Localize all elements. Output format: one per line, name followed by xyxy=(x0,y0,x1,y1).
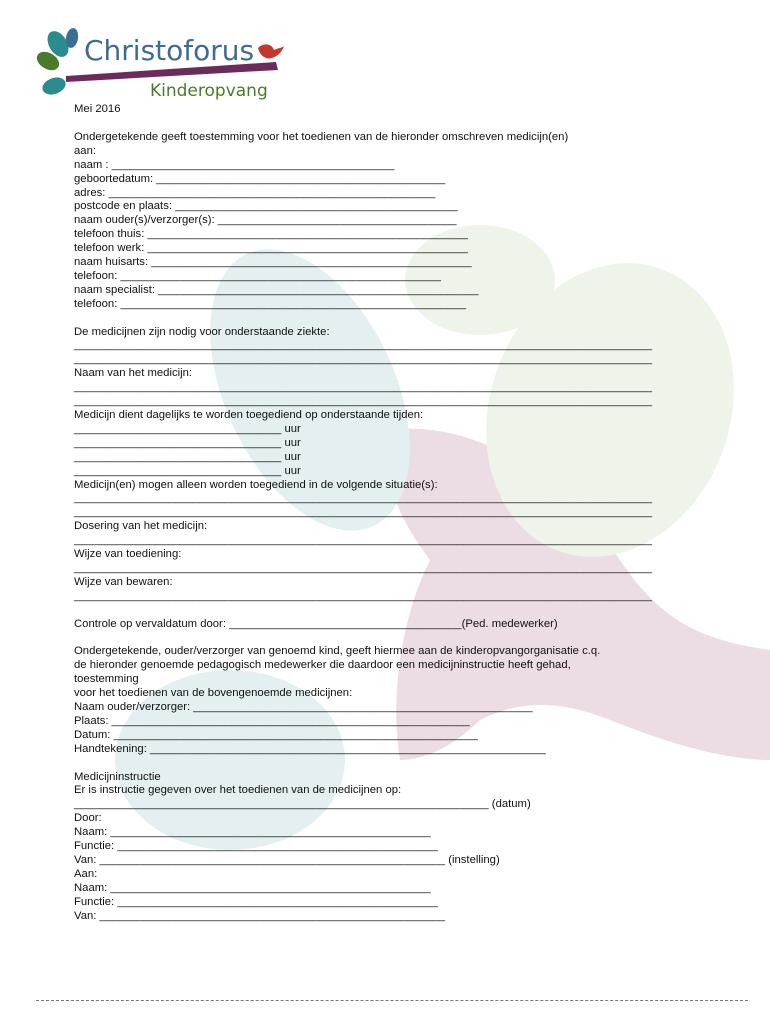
field-plaats[interactable]: Plaats: _________________________________________________________ xyxy=(74,714,470,727)
ziekte-line-1[interactable]: ____________________________________________________________________________________________ xyxy=(74,339,653,352)
field-postcode-plaats[interactable]: postcode en plaats: _____________________________________________ xyxy=(74,200,458,213)
dosering-line[interactable]: ____________________________________________________________________________________________ xyxy=(74,534,653,547)
naam-medicijn-line-1[interactable]: ____________________________________________________________________________________________ xyxy=(74,381,653,394)
field-datum[interactable]: Datum: __________________________________________________________ xyxy=(74,728,478,741)
field-naam-ouders[interactable]: naam ouder(s)/verzorger(s): ______________________________________ xyxy=(74,214,457,227)
situatie-line-2[interactable]: ____________________________________________________________________________________________ xyxy=(74,506,653,519)
consent-text-4: voor het toedienen van de bovengenoemde medicijnen: xyxy=(74,687,353,700)
uur-line-3[interactable]: _________________________________ uur xyxy=(74,450,301,463)
field-naam[interactable]: naam : _____________________________________________ xyxy=(74,158,395,171)
document-date: Mei 2016 xyxy=(74,103,121,115)
field-naam-huisarts[interactable]: naam huisarts: ___________________________________________________ xyxy=(74,256,472,269)
logo-leaf-bottom xyxy=(40,74,68,97)
intro-text: Ondergetekende geeft toestemming voor het toedienen van de hieronder omschreven medicijn(en) xyxy=(74,130,569,143)
uur-line-2[interactable]: _________________________________ uur xyxy=(74,436,301,449)
instructie-door-van[interactable]: Van: _______________________________________________________ (instelling) xyxy=(74,853,500,866)
toediening-label: Wijze van toediening: xyxy=(74,548,182,561)
field-geboortedatum[interactable]: geboortedatum: ______________________________________________ xyxy=(74,172,446,185)
christoforus-logo xyxy=(36,26,286,106)
field-adres[interactable]: adres: ____________________________________________________ xyxy=(74,186,436,199)
ziekte-line-2[interactable]: ____________________________________________________________________________________________ xyxy=(74,353,653,366)
tijden-label: Medicijn dient dagelijks te worden toegediend op onderstaande tijden: xyxy=(74,409,424,422)
situatie-label: Medicijn(en) mogen alleen worden toegediend in de volgende situatie(s): xyxy=(74,478,438,491)
instructie-aan-label: Aan: xyxy=(74,867,98,880)
logo-subtitle: Kinderopvang xyxy=(150,81,268,101)
field-telefoon-werk[interactable]: telefoon werk: ___________________________________________________ xyxy=(74,242,468,255)
logo-bird-icon xyxy=(258,44,284,58)
field-telefoon-huisarts[interactable]: telefoon: ___________________________________________________ xyxy=(74,269,441,282)
bewaren-label: Wijze van bewaren: xyxy=(74,575,173,588)
field-handtekening[interactable]: Handtekening: _______________________________________________________________ xyxy=(74,742,546,755)
intro-text-2: aan: xyxy=(74,144,96,157)
consent-text-2: de hieronder genoemde pedagogisch medewerker die daardoor een medicijninstructie heeft gehad, xyxy=(74,659,571,672)
consent-form xyxy=(74,103,734,924)
consent-text-1: Ondergetekende, ouder/verzorger van genoemd kind, geeft hiermee aan de kinderopvangorganisatie c.q. xyxy=(74,645,601,658)
naam-medicijn-label: Naam van het medicijn: xyxy=(74,367,193,380)
instructie-door-functie[interactable]: Functie: ___________________________________________________ xyxy=(74,840,438,853)
controle-vervaldatum[interactable]: Controle op vervaldatum door: _____________________________________(Ped. medewerker) xyxy=(74,617,558,630)
field-telefoon-specialist[interactable]: telefoon: _______________________________________________________ xyxy=(74,297,467,310)
situatie-line-1[interactable]: ____________________________________________________________________________________________ xyxy=(74,492,653,505)
toediening-line[interactable]: ____________________________________________________________________________________________ xyxy=(74,561,653,574)
dosering-label: Dosering van het medicijn: xyxy=(74,520,208,533)
dashed-cut-line xyxy=(36,1000,748,1001)
uur-line-1[interactable]: _________________________________ uur xyxy=(74,422,301,435)
ziekte-label: De medicijnen zijn nodig voor onderstaande ziekte: xyxy=(74,325,330,338)
field-naam-ouder-verzorger[interactable]: Naam ouder/verzorger: ______________________________________________________ xyxy=(74,701,533,714)
instructie-aan-functie[interactable]: Functie: ___________________________________________________ xyxy=(74,895,438,908)
instructie-door-naam[interactable]: Naam: ___________________________________________________ xyxy=(74,826,431,839)
field-naam-specialist[interactable]: naam specialist: ___________________________________________________ xyxy=(74,283,479,296)
instructie-aan-naam[interactable]: Naam: ___________________________________________________ xyxy=(74,881,431,894)
instructie-intro: Er is instructie gegeven over het toedienen van de medicijnen op: xyxy=(74,784,402,797)
instructie-title: Medicijninstructie xyxy=(74,770,161,783)
logo-name: Christoforus xyxy=(84,34,255,67)
consent-text-3: toestemming xyxy=(74,673,139,686)
instructie-datum[interactable]: __________________________________________________________________ (datum) xyxy=(74,798,531,811)
field-telefoon-thuis[interactable]: telefoon thuis: ___________________________________________________ xyxy=(74,228,468,241)
naam-medicijn-line-2[interactable]: ____________________________________________________________________________________________ xyxy=(74,395,653,408)
instructie-door-label: Door: xyxy=(74,812,102,825)
instructie-aan-van[interactable]: Van: _______________________________________________________ xyxy=(74,909,446,922)
bewaren-line[interactable]: ____________________________________________________________________________________________ xyxy=(74,589,653,602)
uur-line-4[interactable]: _________________________________ uur xyxy=(74,464,301,477)
